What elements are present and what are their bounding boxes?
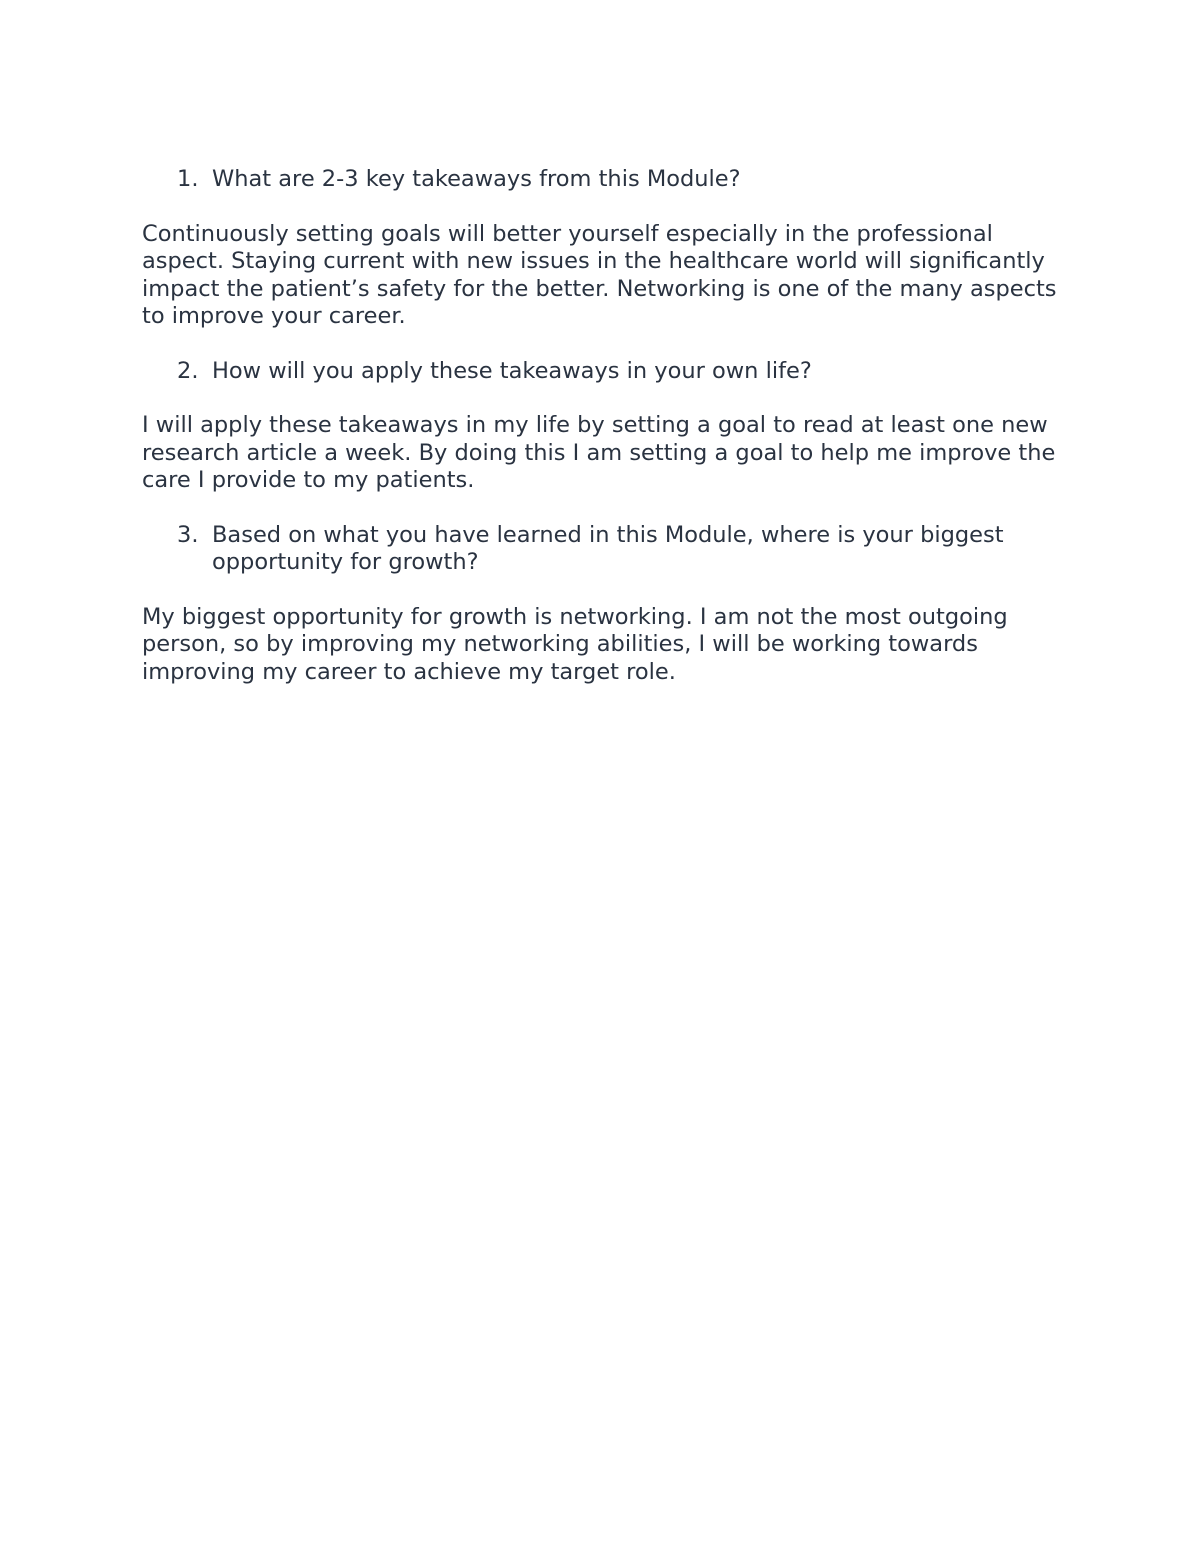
question-3 <box>142 522 1072 577</box>
question-1-number: 1. <box>177 166 199 192</box>
answer-3: My biggest opportunity for growth is networking. I am not the most outgoing person, so by improving my networking abilities, I will be working towards improving my career to achieve my target role. <box>142 603 1008 685</box>
answer-1: Continuously setting goals will better yourself especially in the professional aspect. Staying current with new issues in the healthcare world will significantly impact the patient’s safety for the better. Networking is one of the many aspects to improve your career. <box>142 220 1057 329</box>
question-1-text: What are 2-3 key takeaways from this Module? <box>212 166 741 192</box>
question-2-text: How will you apply these takeaways in your own life? <box>212 357 812 384</box>
question-3-text: Based on what you have learned in this Module, where is your biggest opportunity for growth? <box>212 521 1004 575</box>
question-3-number: 3. <box>177 521 199 548</box>
question-1 <box>142 166 1072 194</box>
document-body <box>142 166 1072 713</box>
question-2 <box>142 358 1072 386</box>
answer-2: I will apply these takeaways in my life by setting a goal to read at least one new research article a week. By doing this I am setting a goal to help me improve the care I provide to my patients. <box>142 412 1056 493</box>
question-2-number: 2. <box>177 357 199 384</box>
